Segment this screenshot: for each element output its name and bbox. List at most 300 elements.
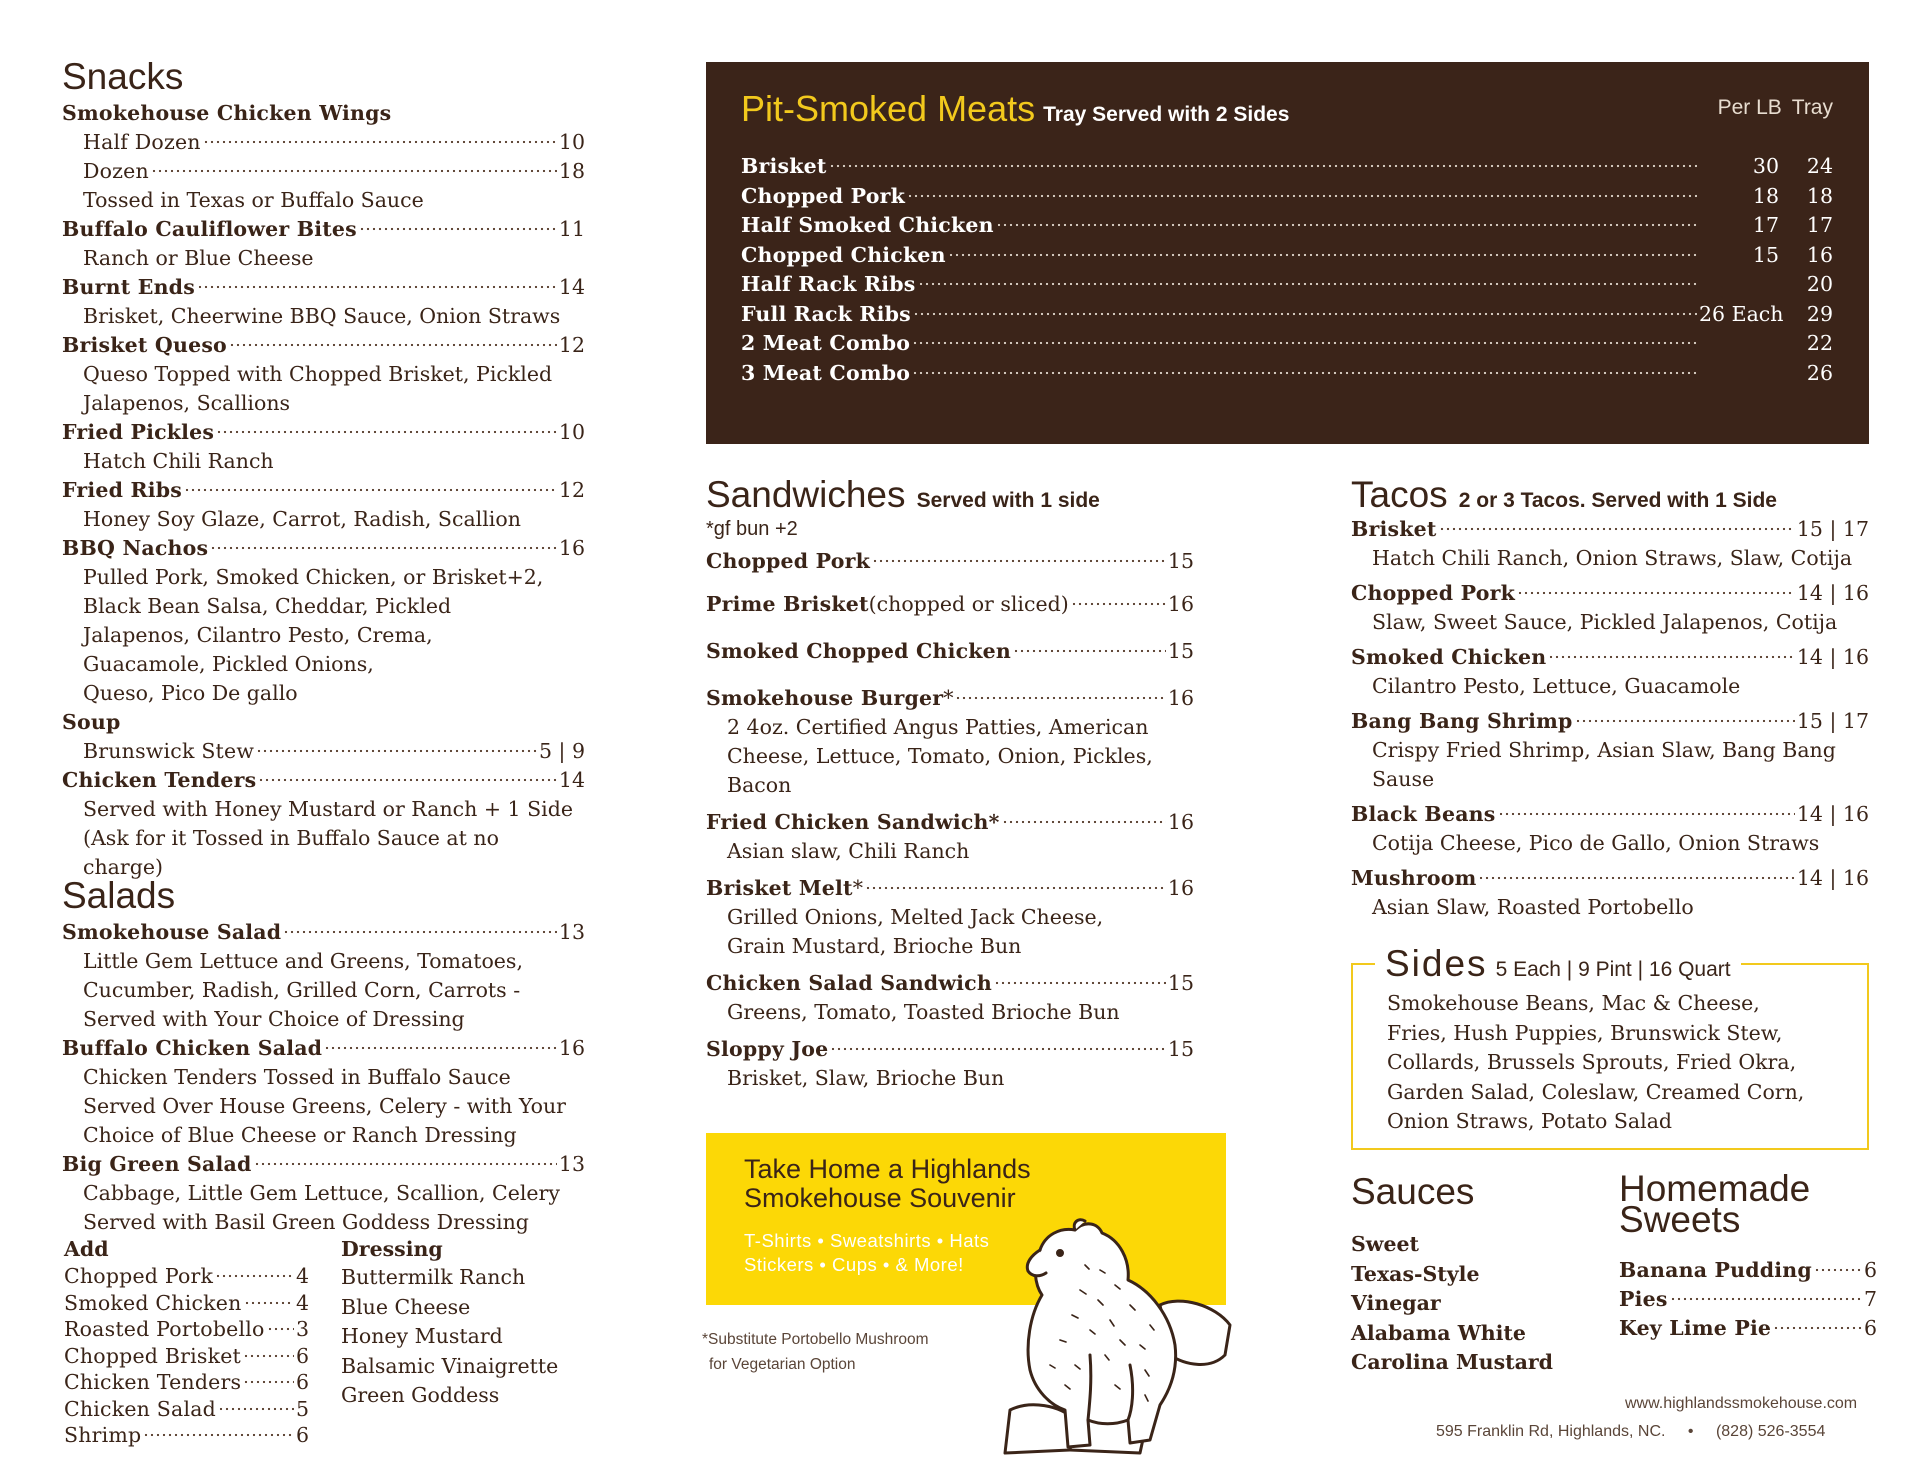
item-name: Bang Bang Shrimp: [1351, 709, 1573, 733]
dressing-list: [341, 1263, 581, 1411]
sandwiches-title: Sandwiches: [706, 474, 906, 515]
dot-leader: [912, 371, 1697, 375]
item-price: 14: [558, 275, 585, 299]
vegetarian-footnote: [702, 1327, 929, 1377]
item-name: Smoked Chicken: [64, 1290, 242, 1315]
item-description: Little Gem Lettuce and Greens, Tomatoes,: [83, 949, 523, 973]
item-price: 15: [1167, 1037, 1194, 1061]
dot-leader: [1498, 812, 1795, 816]
item-description: Guacamole, Pickled Onions,: [83, 652, 374, 676]
item-description: Served with Your Choice of Dressing: [83, 1007, 465, 1031]
taco-row: [1351, 579, 1869, 608]
sandwich-row: [706, 1035, 1194, 1064]
item-description: Jalapenos, Scallions: [83, 391, 291, 415]
taco-item: [1351, 800, 1869, 858]
taco-item: [1351, 643, 1869, 701]
sandwich-row: [706, 969, 1194, 998]
item-description: Served with Honey Mustard or Ranch + 1 Side: [83, 797, 573, 821]
add-on-item: [64, 1422, 309, 1449]
bear-illustration-icon: [980, 1195, 1240, 1460]
item-price: 15 | 17: [1796, 517, 1869, 541]
item-price: 7: [1863, 1287, 1877, 1311]
item-price: 14: [558, 768, 585, 792]
item-price: 12: [558, 478, 585, 502]
tray-price: 24: [1806, 154, 1833, 178]
meats-column-headers: [1708, 96, 1833, 120]
item-name: Brisket: [1351, 517, 1437, 541]
item-price: 16: [558, 536, 585, 560]
item-description: Brisket, Slaw, Brioche Bun: [727, 1066, 1005, 1090]
sandwich-item: [706, 1035, 1194, 1093]
footnote-line2: for Vegetarian Option: [709, 1356, 856, 1373]
sandwiches-section: [706, 476, 1194, 1101]
phone-number[interactable]: (828) 526-3554: [1715, 1423, 1826, 1440]
sauce-item: Carolina Mustard: [1351, 1350, 1553, 1374]
item-description: Ranch or Blue Cheese: [83, 246, 314, 270]
item-price: 14 | 16: [1796, 866, 1869, 890]
sauce-item: Vinegar: [1351, 1291, 1441, 1315]
item-description: Grain Mustard, Brioche Bun: [727, 934, 1022, 958]
item-price: 3: [295, 1317, 309, 1341]
sauces-list: [1351, 1230, 1601, 1378]
item-description: Slaw, Sweet Sauce, Pickled Jalapenos, Cotija: [1372, 610, 1838, 634]
item-description: Hatch Chili Ranch: [83, 449, 274, 473]
sauces-title: Sauces: [1351, 1171, 1475, 1212]
item-name: Smokehouse Salad: [62, 920, 282, 944]
item-name: Fried Chicken Sandwich*: [706, 810, 1000, 834]
item-price: 15: [1167, 971, 1194, 995]
tacos-list: [1351, 515, 1869, 922]
meat-item: [741, 300, 1833, 330]
sandwich-item: [706, 969, 1194, 1027]
item-price: 16: [558, 1036, 585, 1060]
sweet-item: [1619, 1285, 1877, 1314]
sides-line: Onion Straws, Potato Salad: [1387, 1109, 1673, 1133]
item-name: Half Rack Ribs: [741, 272, 916, 296]
add-title: Add: [64, 1237, 109, 1261]
add-on-item: [64, 1369, 309, 1396]
meat-item: [741, 211, 1833, 241]
salads-section: [62, 877, 585, 1237]
dot-leader: [203, 140, 557, 144]
dot-leader: [948, 253, 1697, 257]
sauce-item: Sweet: [1351, 1232, 1420, 1256]
snacks-list: [62, 99, 585, 882]
item-name: Chopped Pork: [64, 1264, 214, 1288]
dot-leader: [243, 1354, 294, 1358]
tray-price: 17: [1806, 213, 1833, 237]
sandwich-row: [706, 874, 1194, 903]
dot-leader: [258, 778, 557, 782]
menu-item: [62, 331, 585, 360]
item-description: (Ask for it Tossed in Buffalo Sauce at no charge): [83, 826, 499, 879]
item-note: *: [943, 686, 954, 710]
dot-leader: [210, 546, 557, 550]
item-price: 13: [558, 920, 585, 944]
dot-leader: [912, 341, 1697, 345]
item-name: 3 Meat Combo: [741, 360, 911, 385]
per-lb-price: 30: [1752, 154, 1779, 178]
item-price: 6: [295, 1423, 309, 1447]
item-description: Black Bean Salsa, Cheddar, Pickled: [83, 594, 452, 618]
item-description: Cilantro Pesto, Lettuce, Guacamole: [1372, 674, 1741, 698]
meat-item: [741, 329, 1833, 359]
item-name: Buffalo Cauliflower Bites: [62, 217, 357, 241]
dot-leader: [267, 1327, 294, 1331]
menu-item: [62, 918, 585, 947]
menu-item: [62, 1034, 585, 1063]
item-name: Roasted Portobello: [64, 1317, 265, 1341]
sweets-list: [1619, 1256, 1877, 1343]
taco-row: [1351, 800, 1869, 829]
item-name: Brisket Melt: [706, 876, 853, 900]
item-description: Cucumber, Radish, Grilled Corn, Carrots -: [83, 978, 521, 1002]
item-name: 2 Meat Combo: [741, 331, 911, 355]
item-price: 14 | 16: [1796, 802, 1869, 826]
dot-leader: [184, 488, 557, 492]
tray-price: 26: [1806, 360, 1833, 385]
item-name: Half Dozen: [83, 130, 201, 154]
meats-subtitle: Tray Served with 2 Sides: [1043, 103, 1290, 126]
dressing-item: Blue Cheese: [341, 1294, 471, 1319]
dot-leader: [1814, 1268, 1862, 1272]
dot-leader: [359, 227, 557, 231]
sauce-item: Texas-Style: [1351, 1261, 1480, 1286]
dot-leader: [955, 696, 1165, 700]
menu-item: [62, 708, 585, 737]
dot-leader: [143, 1433, 294, 1437]
dot-leader: [994, 981, 1166, 985]
item-description: Cheese, Lettuce, Tomato, Onion, Pickles,: [727, 744, 1153, 768]
sandwich-item: [706, 684, 1194, 800]
dot-leader: [283, 930, 557, 934]
dot-leader: [244, 1301, 294, 1305]
sides-subtitle: 5 Each | 9 Pint | 16 Quart: [1495, 958, 1731, 981]
taco-row: [1351, 707, 1869, 736]
item-name: Chopped Pork: [706, 549, 871, 573]
menu-item: [62, 1150, 585, 1179]
taco-item: [1351, 515, 1869, 573]
item-name: Full Rack Ribs: [741, 301, 911, 326]
item-description: Chicken Tenders Tossed in Buffalo Sauce: [83, 1065, 511, 1089]
sandwich-row: [706, 808, 1194, 837]
sweets-title-line2: Sweets: [1619, 1199, 1741, 1240]
item-price: 5 | 9: [538, 739, 585, 763]
item-description: Cotija Cheese, Pico de Gallo, Onion Straws: [1372, 831, 1820, 855]
item-price: 5: [295, 1396, 309, 1421]
souvenir-items-line1: T-Shirts • Sweatshirts • Hats: [744, 1230, 990, 1251]
item-price: 10: [558, 420, 585, 444]
item-price: 12: [558, 333, 585, 357]
item-price: 6: [1863, 1258, 1877, 1282]
meat-item: [741, 270, 1833, 300]
item-name: Prime Brisket: [706, 592, 869, 616]
dot-leader: [1670, 1297, 1862, 1301]
sauce-item: Alabama White: [1351, 1320, 1526, 1345]
dot-leader: [1478, 876, 1794, 880]
item-name: Smokehouse Chicken Wings: [62, 101, 392, 125]
sandwich-item: [706, 637, 1194, 666]
item-price: 10: [558, 130, 585, 154]
item-name: Chicken Tenders: [64, 1370, 242, 1394]
item-name: BBQ Nachos: [62, 536, 209, 560]
item-description: Sause: [1372, 767, 1435, 791]
souvenir-line1: Take Home a Highlands: [744, 1154, 1031, 1184]
item-name: Smoked Chopped Chicken: [706, 639, 1012, 663]
dot-leader: [913, 312, 1697, 316]
menu-item: [62, 99, 585, 128]
item-description: Asian Slaw, Roasted Portobello: [1372, 895, 1694, 919]
item-description: Brisket, Cheerwine BBQ Sauce, Onion Straws: [83, 304, 561, 328]
item-price: 18: [558, 159, 585, 183]
sides-line: Garden Salad, Coleslaw, Creamed Corn,: [1387, 1079, 1805, 1104]
add-on-item: [64, 1316, 309, 1343]
sandwich-row: [706, 637, 1194, 666]
dressing-item: Honey Mustard: [341, 1324, 503, 1348]
item-name: Chicken Tenders: [62, 768, 257, 792]
meat-item: [741, 182, 1833, 212]
dot-leader: [229, 343, 557, 347]
dot-leader: [197, 285, 557, 289]
tacos-subtitle: 2 or 3 Tacos. Served with 1 Side: [1458, 489, 1777, 512]
sides-line: Collards, Brussels Sprouts, Fried Okra,: [1387, 1050, 1797, 1074]
dot-leader: [996, 223, 1697, 227]
per-lb-price: 18: [1752, 183, 1779, 208]
sandwich-list: [706, 547, 1194, 1093]
sides-title: Sides: [1385, 943, 1488, 984]
taco-item: [1351, 579, 1869, 637]
item-name: Shrimp: [64, 1423, 142, 1447]
item-description: Served with Basil Green Goddess Dressing: [83, 1210, 529, 1234]
item-price: 4: [295, 1264, 309, 1288]
add-section: [64, 1236, 309, 1449]
add-on-item: [64, 1396, 309, 1423]
footer-separator: •: [1687, 1423, 1694, 1440]
item-name: Pies: [1619, 1287, 1668, 1311]
sweets-section: [1619, 1168, 1877, 1343]
item-name: Buffalo Chicken Salad: [62, 1036, 323, 1060]
item-name: Fried Pickles: [62, 420, 215, 444]
dot-leader: [829, 164, 1697, 168]
item-name: Brisket: [741, 154, 827, 178]
item-price: 11: [558, 217, 585, 241]
sweets-title-line1: Homemade: [1619, 1168, 1811, 1209]
menu-item: [62, 273, 585, 302]
dot-leader: [254, 1162, 557, 1166]
taco-row: [1351, 643, 1869, 672]
item-description: Crispy Fried Shrimp, Asian Slaw, Bang Bang: [1372, 738, 1836, 762]
item-description: Grilled Onions, Melted Jack Cheese,: [727, 905, 1104, 929]
dot-leader: [256, 749, 537, 753]
gf-bun-note: *gf bun +2: [706, 518, 798, 540]
taco-row: [1351, 864, 1869, 893]
dot-leader: [324, 1046, 557, 1050]
tray-price: 29: [1806, 301, 1833, 326]
item-description: 2 4oz. Certified Angus Patties, American: [727, 715, 1149, 739]
item-name: Brisket Queso: [62, 333, 227, 357]
item-description: Asian slaw, Chili Ranch: [727, 839, 970, 863]
item-price: 16: [1167, 592, 1194, 616]
item-price: 14 | 16: [1796, 581, 1869, 605]
meat-item: [741, 152, 1833, 182]
item-price: 16: [1167, 686, 1194, 710]
dot-leader: [243, 1380, 294, 1384]
dot-leader: [1439, 527, 1795, 531]
tray-price: 16: [1806, 242, 1833, 267]
item-name: Sloppy Joe: [706, 1037, 829, 1061]
sauces-section: [1351, 1173, 1601, 1378]
dressing-item: Buttermilk Ranch: [341, 1265, 526, 1289]
menu-sub-item: [62, 157, 585, 186]
sandwich-row: [706, 547, 1194, 576]
meats-list: [741, 152, 1833, 388]
item-price: 14 | 16: [1796, 645, 1869, 669]
menu-item: [62, 418, 585, 447]
souvenir-line2: Smokehouse Souvenir: [744, 1183, 1016, 1213]
tray-price: 18: [1806, 183, 1833, 208]
item-price: 13: [558, 1152, 585, 1176]
item-name: Brunswick Stew: [83, 739, 255, 763]
menu-sub-item: [62, 737, 585, 766]
dot-leader: [1071, 602, 1166, 606]
item-description: Queso Topped with Chopped Brisket, Pickled: [83, 362, 553, 386]
pit-smoked-meats-panel: [706, 62, 1869, 444]
item-name: Dozen: [83, 159, 149, 183]
address: 595 Franklin Rd, Highlands, NC.: [1436, 1423, 1666, 1440]
sides-list: [1387, 989, 1857, 1137]
website-link[interactable]: www.highlandssmokehouse.com: [1625, 1395, 1858, 1412]
item-price: 6: [295, 1370, 309, 1394]
taco-row: [1351, 515, 1869, 544]
dressing-section: [341, 1236, 581, 1411]
item-name: Fried Ribs: [62, 478, 182, 502]
tacos-section: [1351, 476, 1869, 928]
item-price: 6: [295, 1343, 309, 1368]
item-description: Honey Soy Glaze, Carrot, Radish, Scallion: [83, 507, 521, 531]
item-name: Smoked Chicken: [1351, 645, 1547, 669]
item-name: Chicken Salad: [64, 1396, 216, 1421]
dressing-item: Green Goddess: [341, 1383, 500, 1407]
sandwich-item: [706, 874, 1194, 961]
item-note: *: [852, 876, 863, 900]
item-price: 16: [1167, 876, 1194, 900]
item-name: Chopped Pork: [741, 183, 906, 208]
salads-list: [62, 918, 585, 1237]
item-description: Queso, Pico De gallo: [83, 681, 298, 705]
sides-line: Fries, Hush Puppies, Brunswick Stew,: [1387, 1020, 1783, 1045]
dot-leader: [1575, 719, 1795, 723]
item-name: Chopped Pork: [1351, 581, 1516, 605]
sandwich-item: [706, 590, 1194, 619]
dressing-item: Balsamic Vinaigrette: [341, 1353, 559, 1378]
dot-leader: [216, 430, 557, 434]
item-name: Half Smoked Chicken: [741, 213, 994, 237]
add-on-item: [64, 1290, 309, 1317]
add-on-item: [64, 1343, 309, 1370]
menu-item: [62, 215, 585, 244]
add-list: [64, 1263, 309, 1449]
item-name: Chopped Chicken: [741, 242, 946, 267]
item-note: (chopped or sliced): [868, 592, 1069, 616]
per-lb-price: 17: [1752, 213, 1779, 237]
tray-header: Tray: [1791, 96, 1833, 119]
item-description: Served Over House Greens, Celery - with Your: [83, 1094, 566, 1118]
item-name: Smokehouse Burger: [706, 686, 944, 710]
dot-leader: [907, 194, 1697, 198]
dot-leader: [830, 1047, 1166, 1051]
taco-item: [1351, 707, 1869, 794]
menu-sub-item: [62, 128, 585, 157]
item-name: Key Lime Pie: [1619, 1316, 1772, 1340]
dot-leader: [865, 886, 1166, 890]
tray-price: 22: [1806, 331, 1833, 355]
item-name: Banana Pudding: [1619, 1258, 1812, 1282]
item-name: Big Green Salad: [62, 1152, 252, 1176]
footnote-line1: *Substitute Portobello Mushroom: [702, 1331, 929, 1348]
item-description: Cabbage, Little Gem Lettuce, Scallion, Celery: [83, 1181, 560, 1205]
item-price: 15 | 17: [1796, 709, 1869, 733]
dot-leader: [1013, 649, 1166, 653]
item-price: 15: [1167, 639, 1194, 663]
menu-item: [62, 766, 585, 795]
dot-leader: [1773, 1326, 1862, 1330]
item-description: Pulled Pork, Smoked Chicken, or Brisket+2,: [83, 565, 544, 589]
dot-leader: [1548, 655, 1795, 659]
item-description: Greens, Tomato, Toasted Brioche Bun: [727, 1000, 1120, 1024]
sandwich-row: [706, 684, 1194, 713]
salads-title: Salads: [62, 875, 176, 916]
item-name: Soup: [62, 710, 121, 734]
dot-leader: [918, 282, 1697, 286]
dot-leader: [218, 1407, 294, 1411]
sandwich-row: [706, 590, 1194, 619]
item-name: Burnt Ends: [62, 275, 195, 299]
item-description: Bacon: [727, 773, 792, 797]
sides-line: Smokehouse Beans, Mac & Cheese,: [1387, 991, 1760, 1015]
address-line: [1436, 1423, 1825, 1441]
item-description: Choice of Blue Cheese or Ranch Dressing: [83, 1123, 517, 1147]
item-price: 4: [295, 1290, 309, 1315]
taco-item: [1351, 864, 1869, 922]
menu-item: [62, 476, 585, 505]
dot-leader: [215, 1274, 294, 1278]
item-price: 6: [1863, 1316, 1877, 1340]
item-name: Chicken Salad Sandwich: [706, 971, 992, 995]
dot-leader: [151, 169, 557, 173]
per-lb-price: 15: [1752, 242, 1779, 267]
tray-price: 20: [1806, 272, 1833, 296]
dot-leader: [1002, 820, 1166, 824]
sandwich-item: [706, 547, 1194, 576]
item-price: 15: [1167, 549, 1194, 573]
sweet-item: [1619, 1256, 1877, 1285]
sides-box: [1351, 943, 1869, 1150]
per-lb-price: 26 Each: [1699, 301, 1784, 326]
item-description: Hatch Chili Ranch, Onion Straws, Slaw, Cotija: [1372, 546, 1853, 570]
sandwiches-subtitle: Served with 1 side: [916, 489, 1100, 512]
meats-title: Pit-Smoked Meats: [741, 88, 1036, 129]
dot-leader: [1517, 591, 1795, 595]
per-lb-header: Per LB: [1717, 96, 1782, 119]
item-price: 16: [1167, 810, 1194, 834]
sandwich-item: [706, 808, 1194, 866]
item-description: Jalapenos, Cilantro Pesto, Crema,: [83, 623, 433, 647]
item-description: Tossed in Texas or Buffalo Sauce: [83, 188, 424, 212]
dressing-title: Dressing: [341, 1237, 443, 1261]
souvenir-items-line2: Stickers • Cups • & More!: [744, 1254, 964, 1275]
menu-item: [62, 534, 585, 563]
snacks-title: Snacks: [62, 56, 184, 97]
